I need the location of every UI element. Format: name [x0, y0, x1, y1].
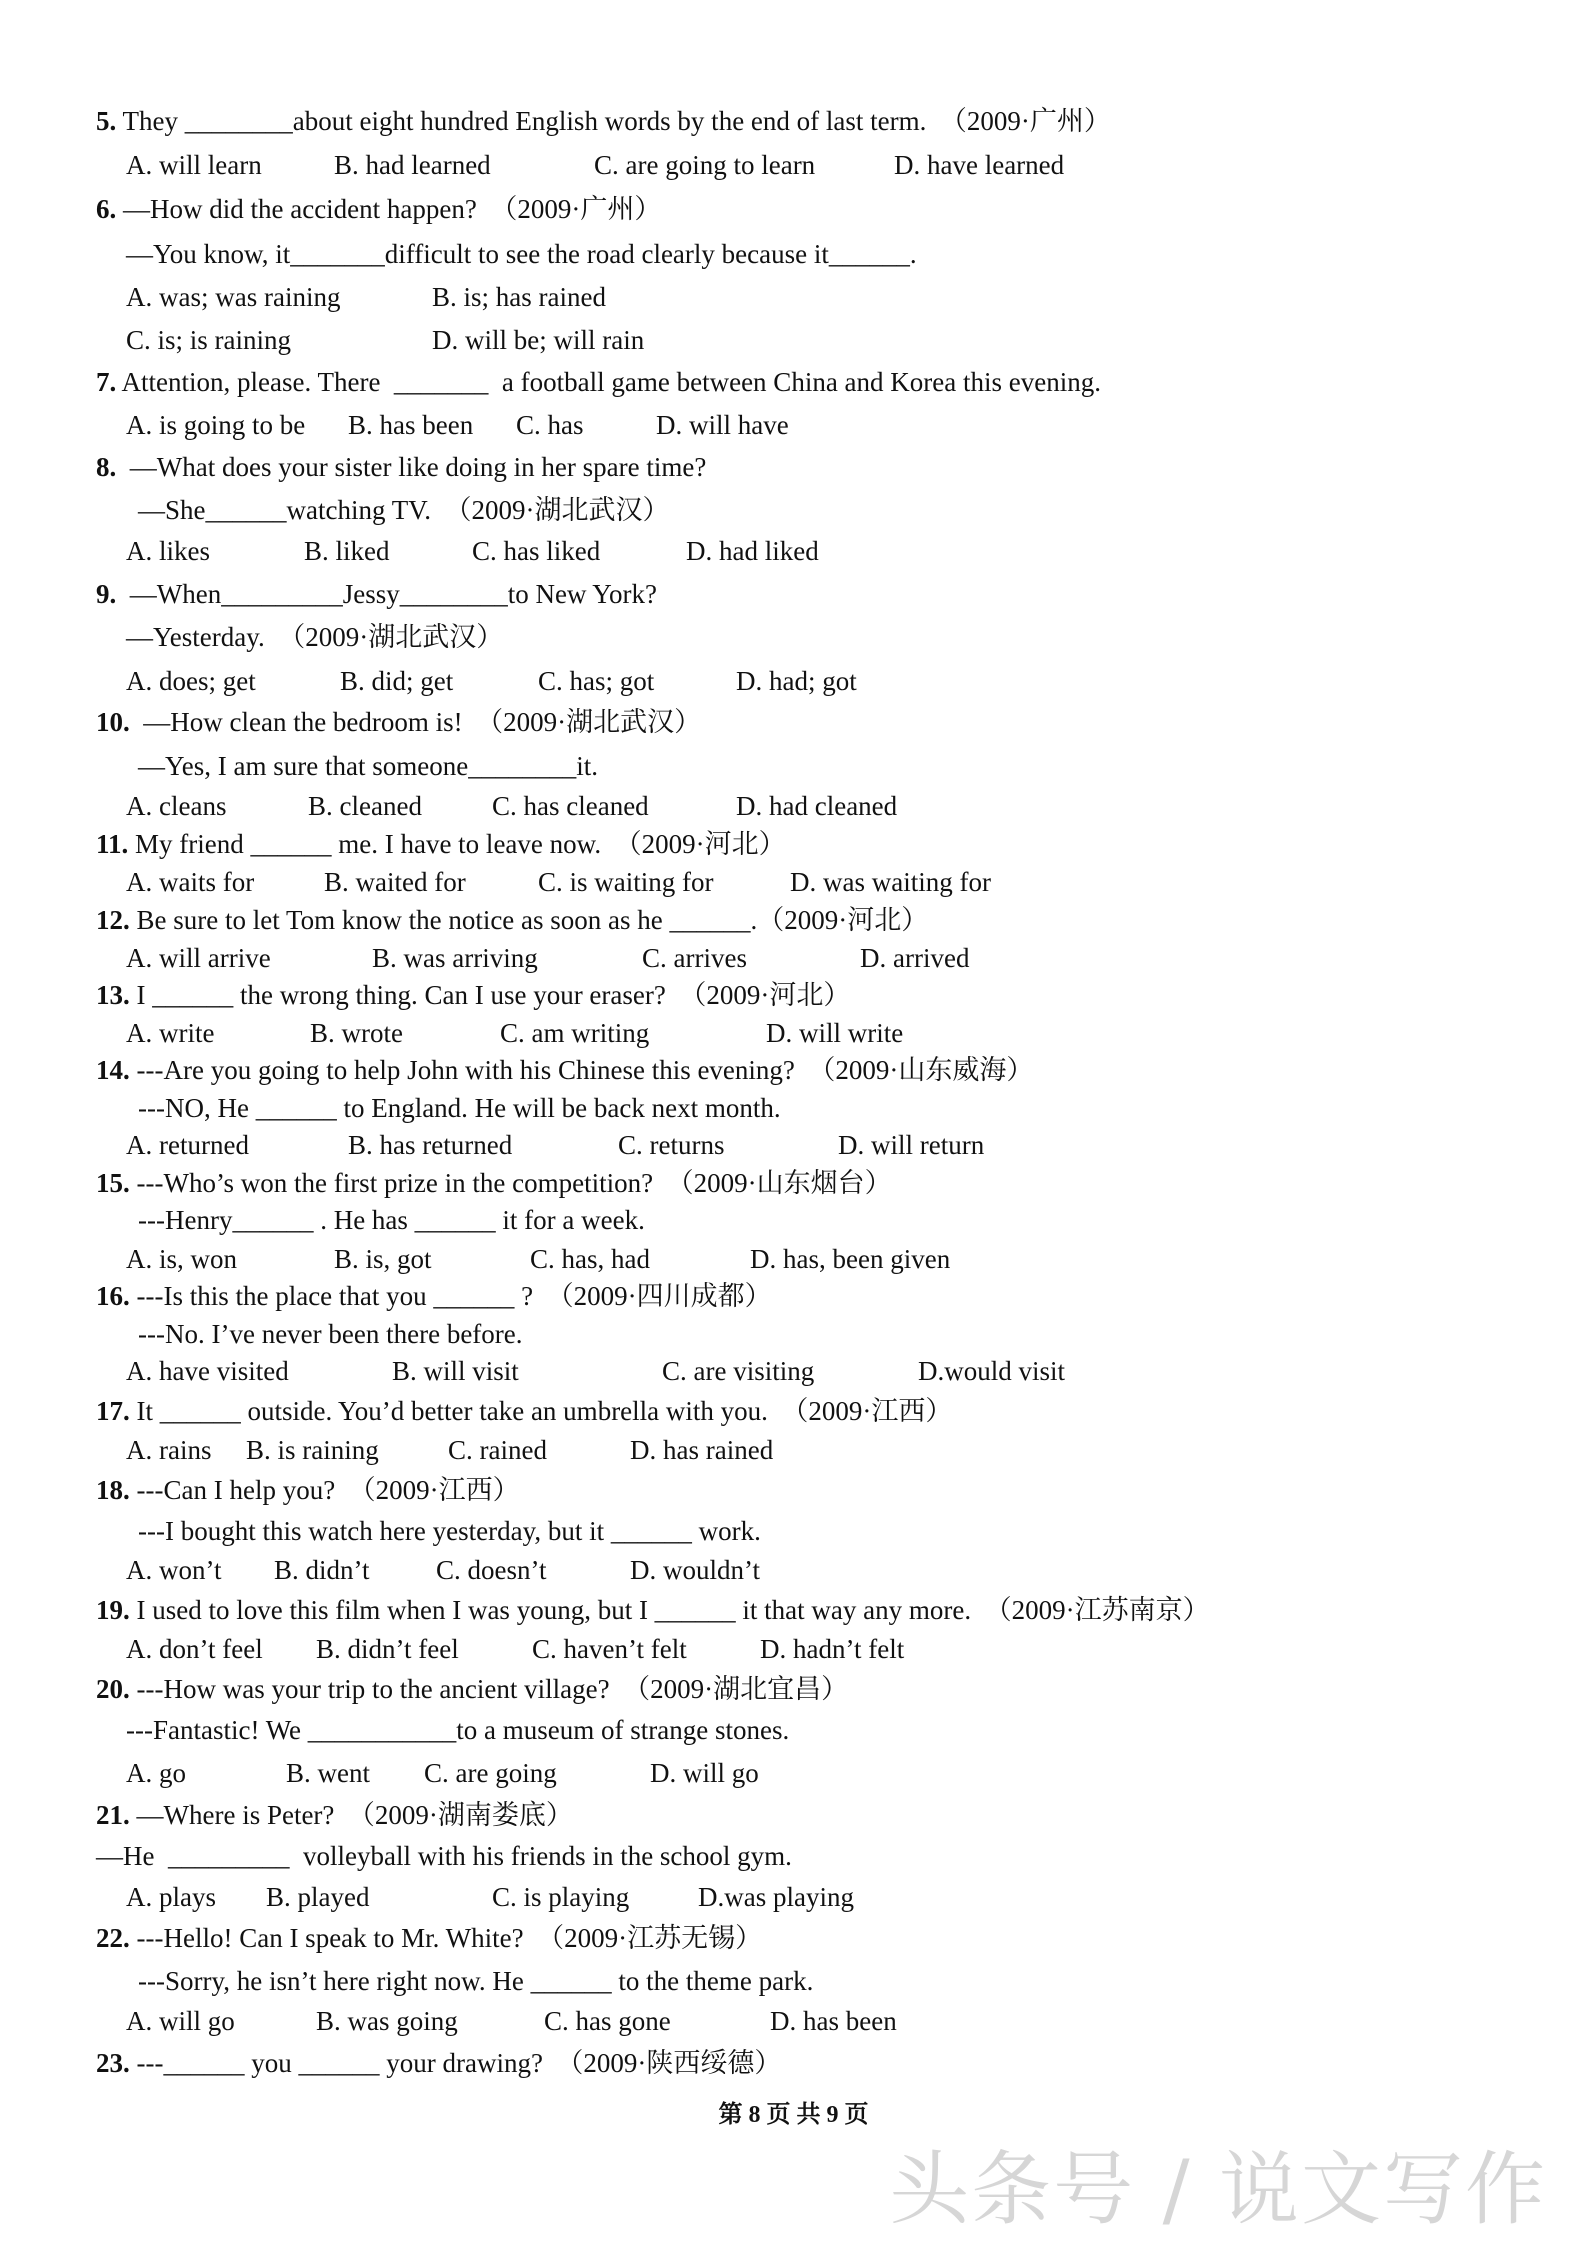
answer-option: B. was arriving — [372, 943, 538, 973]
answer-option: D. was waiting for — [790, 867, 991, 897]
question-text: ---Are you going to help John with his Chinese this evening? （2009·山东威海） — [129, 1055, 1034, 1085]
answer-option: A. will go — [126, 2006, 235, 2036]
answer-option: A. is, won — [126, 1244, 238, 1274]
answer-option: D. arrived — [860, 943, 970, 973]
answer-option: A. have visited — [126, 1356, 289, 1386]
dialogue-line: —Yesterday. （2009·湖北武汉） — [126, 622, 504, 652]
question-number: 6. — [96, 194, 117, 224]
answer-option: A. cleans — [126, 791, 227, 821]
question-number: 9. — [96, 579, 117, 609]
question-text: —Where is Peter? （2009·湖南娄底） — [129, 1800, 573, 1830]
answer-option: C. has — [516, 410, 584, 440]
options-row — [96, 793, 897, 820]
answer-option: C. has, had — [530, 1244, 650, 1274]
options-row — [96, 668, 857, 695]
question-text: Be sure to let Tom know the notice as soon as he ______.（2009·河北） — [129, 905, 929, 935]
question-number: 7. — [96, 367, 117, 397]
answer-option: D. wouldn’t — [630, 1555, 761, 1585]
answer-option: D. has rained — [630, 1435, 774, 1465]
question-text: My friend ______ me. I have to leave now. （2009·河北） — [128, 829, 786, 859]
question-number: 12. — [96, 905, 130, 935]
answer-option: C. doesn’t — [436, 1555, 547, 1585]
question-text: They ________about eight hundred English words by the end of last term. （2009·广州） — [116, 106, 1111, 136]
question-line — [96, 196, 661, 223]
question-line — [96, 108, 1111, 135]
question-number: 20. — [96, 1674, 130, 1704]
dialogue-line: ---Fantastic! We ___________to a museum of strange stones. — [126, 1715, 790, 1745]
answer-option: D. had; got — [736, 666, 857, 696]
answer-option: B. is, got — [334, 1244, 432, 1274]
answer-option: C. is; is raining — [126, 325, 292, 355]
options-row — [96, 1557, 760, 1584]
dialogue-line: ---NO, He ______ to England. He will be back next month. — [138, 1093, 781, 1123]
question-number: 15. — [96, 1168, 130, 1198]
answer-option: B. has returned — [348, 1130, 513, 1160]
answer-option: B. has been — [348, 410, 474, 440]
dialogue-line: ---Sorry, he isn’t here right now. He ______ to the theme park. — [138, 1966, 814, 1996]
options-row — [96, 1020, 903, 1047]
question-number: 21. — [96, 1800, 130, 1830]
options-row — [96, 2008, 897, 2035]
options-row — [96, 1358, 1065, 1385]
answer-option: B. is raining — [246, 1435, 379, 1465]
answer-option: B. waited for — [324, 867, 466, 897]
question-text: I used to love this film when I was young, but I ______ it that way any more. （2009·江苏南京） — [129, 1595, 1210, 1625]
options-row — [96, 869, 991, 896]
options-row — [96, 1132, 984, 1159]
question-line — [96, 2050, 781, 2077]
answer-option: C. are going to learn — [594, 150, 816, 180]
options-row — [96, 1884, 854, 1911]
options-row — [96, 945, 969, 972]
answer-option: C. rained — [448, 1435, 547, 1465]
options-row — [96, 1760, 759, 1787]
answer-option: A. rains — [126, 1435, 212, 1465]
answer-option: A. go — [126, 1758, 186, 1788]
options-row — [96, 327, 644, 354]
question-text: —How clean the bedroom is! （2009·湖北武汉） — [129, 707, 702, 737]
question-text: ---______ you ______ your drawing? （2009·陕西绥德） — [129, 2048, 782, 2078]
answer-option: C. has; got — [538, 666, 655, 696]
options-row — [96, 1636, 904, 1663]
answer-option: B. liked — [304, 536, 390, 566]
answer-option: B. did; get — [340, 666, 454, 696]
question-text: ---How was your trip to the ancient village? （2009·湖北宜昌） — [129, 1674, 849, 1704]
answer-option: B. cleaned — [308, 791, 422, 821]
question-number: 11. — [96, 829, 129, 859]
question-number: 19. — [96, 1595, 130, 1625]
answer-option: C. has cleaned — [492, 791, 649, 821]
question-text: —When_________Jessy________to New York? — [116, 579, 657, 609]
answer-option: D. will go — [650, 1758, 759, 1788]
question-number: 18. — [96, 1475, 130, 1505]
answer-option: A. will learn — [126, 150, 262, 180]
answer-option: A. don’t feel — [126, 1634, 263, 1664]
answer-option: C. returns — [618, 1130, 725, 1160]
dialogue-line: —He _________ volleyball with his friends in the school gym. — [96, 1841, 792, 1871]
options-row — [96, 284, 606, 311]
question-line — [96, 1477, 520, 1504]
question-line — [96, 907, 928, 934]
answer-option: C. is playing — [492, 1882, 630, 1912]
answer-option: B. was going — [316, 2006, 458, 2036]
answer-option: C. are visiting — [662, 1356, 815, 1386]
dialogue-line: ---Henry______ . He has ______ it for a week. — [138, 1205, 645, 1235]
question-text: I ______ the wrong thing. Can I use your eraser? （2009·河北） — [129, 980, 851, 1010]
answer-option: D. had cleaned — [736, 791, 898, 821]
answer-option: A. will arrive — [126, 943, 271, 973]
answer-option: D. has been — [770, 2006, 897, 2036]
dialogue-line: ---No. I’ve never been there before. — [138, 1319, 523, 1349]
dialogue-line: —She______watching TV. （2009·湖北武汉） — [138, 495, 670, 525]
answer-option: A. plays — [126, 1882, 216, 1912]
question-line — [96, 369, 1101, 396]
question-number: 8. — [96, 452, 117, 482]
answer-option: D.would visit — [918, 1356, 1066, 1386]
question-number: 14. — [96, 1055, 130, 1085]
question-text: ---Can I help you? （2009·江西） — [129, 1475, 520, 1505]
options-row — [96, 1246, 950, 1273]
answer-option: A. is going to be — [126, 410, 306, 440]
question-text: ---Hello! Can I speak to Mr. White? （2009·江苏无锡） — [129, 1923, 763, 1953]
question-line — [96, 1170, 892, 1197]
options-row — [96, 1437, 773, 1464]
question-text: ---Who’s won the first prize in the competition? （2009·山东烟台） — [129, 1168, 892, 1198]
answer-option: C. has gone — [544, 2006, 671, 2036]
question-line — [96, 1283, 772, 1310]
answer-option: C. haven’t felt — [532, 1634, 687, 1664]
question-line — [96, 1398, 952, 1425]
answer-option: B. wrote — [310, 1018, 403, 1048]
answer-option: D. will have — [656, 410, 789, 440]
answer-option: B. had learned — [334, 150, 491, 180]
answer-option: D.was playing — [698, 1882, 854, 1912]
options-row — [96, 152, 1064, 179]
answer-option: C. are going — [424, 1758, 557, 1788]
question-line — [96, 1802, 573, 1829]
question-number: 10. — [96, 707, 130, 737]
question-number: 17. — [96, 1396, 130, 1426]
answer-option: B. didn’t feel — [316, 1634, 459, 1664]
answer-option: A. write — [126, 1018, 215, 1048]
answer-option: C. is waiting for — [538, 867, 714, 897]
answer-option: A. returned — [126, 1130, 249, 1160]
question-line — [96, 831, 786, 858]
answer-option: D. will write — [766, 1018, 904, 1048]
answer-option: A. won’t — [126, 1555, 222, 1585]
question-line — [96, 982, 850, 1009]
watermark: 头条号 / 说文写作 — [889, 2143, 1547, 2236]
question-text: —How did the accident happen? （2009·广州） — [116, 194, 662, 224]
answer-option: B. played — [266, 1882, 370, 1912]
answer-option: D. has, been given — [750, 1244, 951, 1274]
answer-option: D. hadn’t felt — [760, 1634, 905, 1664]
question-line — [96, 709, 701, 736]
answer-option: A. was; was raining — [126, 282, 341, 312]
question-line — [96, 581, 657, 608]
answer-option: B. went — [286, 1758, 370, 1788]
question-line — [96, 454, 706, 481]
question-text: —What does your sister like doing in her spare time? — [116, 452, 707, 482]
question-number: 13. — [96, 980, 130, 1010]
question-text: It ______ outside. You’d better take an umbrella with you. （2009·江西） — [129, 1396, 953, 1426]
answer-option: B. will visit — [392, 1356, 519, 1386]
answer-option: A. waits for — [126, 867, 255, 897]
question-line — [96, 1676, 848, 1703]
answer-option: D. have learned — [894, 150, 1065, 180]
answer-option: D. will be; will rain — [432, 325, 645, 355]
dialogue-line: —You know, it_______difficult to see the road clearly because it______. — [126, 239, 917, 269]
answer-option: B. didn’t — [274, 1555, 370, 1585]
question-number: 5. — [96, 106, 117, 136]
answer-option: A. likes — [126, 536, 210, 566]
question-line — [96, 1057, 1033, 1084]
question-line — [96, 1925, 762, 1952]
answer-option: C. arrives — [642, 943, 747, 973]
question-number: 23. — [96, 2048, 130, 2078]
answer-option: C. has liked — [472, 536, 601, 566]
question-text: ---Is this the place that you ______ ? （2009·四川成都） — [129, 1281, 772, 1311]
options-row — [96, 538, 819, 565]
answer-option: B. is; has rained — [432, 282, 606, 312]
answer-option: A. does; get — [126, 666, 256, 696]
dialogue-line: —Yes, I am sure that someone________it. — [138, 751, 598, 781]
question-number: 22. — [96, 1923, 130, 1953]
page-footer: 第 8 页 共 9 页 — [718, 2102, 869, 2128]
options-row — [96, 412, 789, 439]
question-number: 16. — [96, 1281, 130, 1311]
answer-option: D. had liked — [686, 536, 819, 566]
answer-option: D. will return — [838, 1130, 985, 1160]
dialogue-line: ---I bought this watch here yesterday, but it ______ work. — [138, 1516, 761, 1546]
question-line — [96, 1597, 1210, 1624]
answer-option: C. am writing — [500, 1018, 650, 1048]
question-text: Attention, please. There _______ a football game between China and Korea this evening. — [116, 367, 1101, 397]
